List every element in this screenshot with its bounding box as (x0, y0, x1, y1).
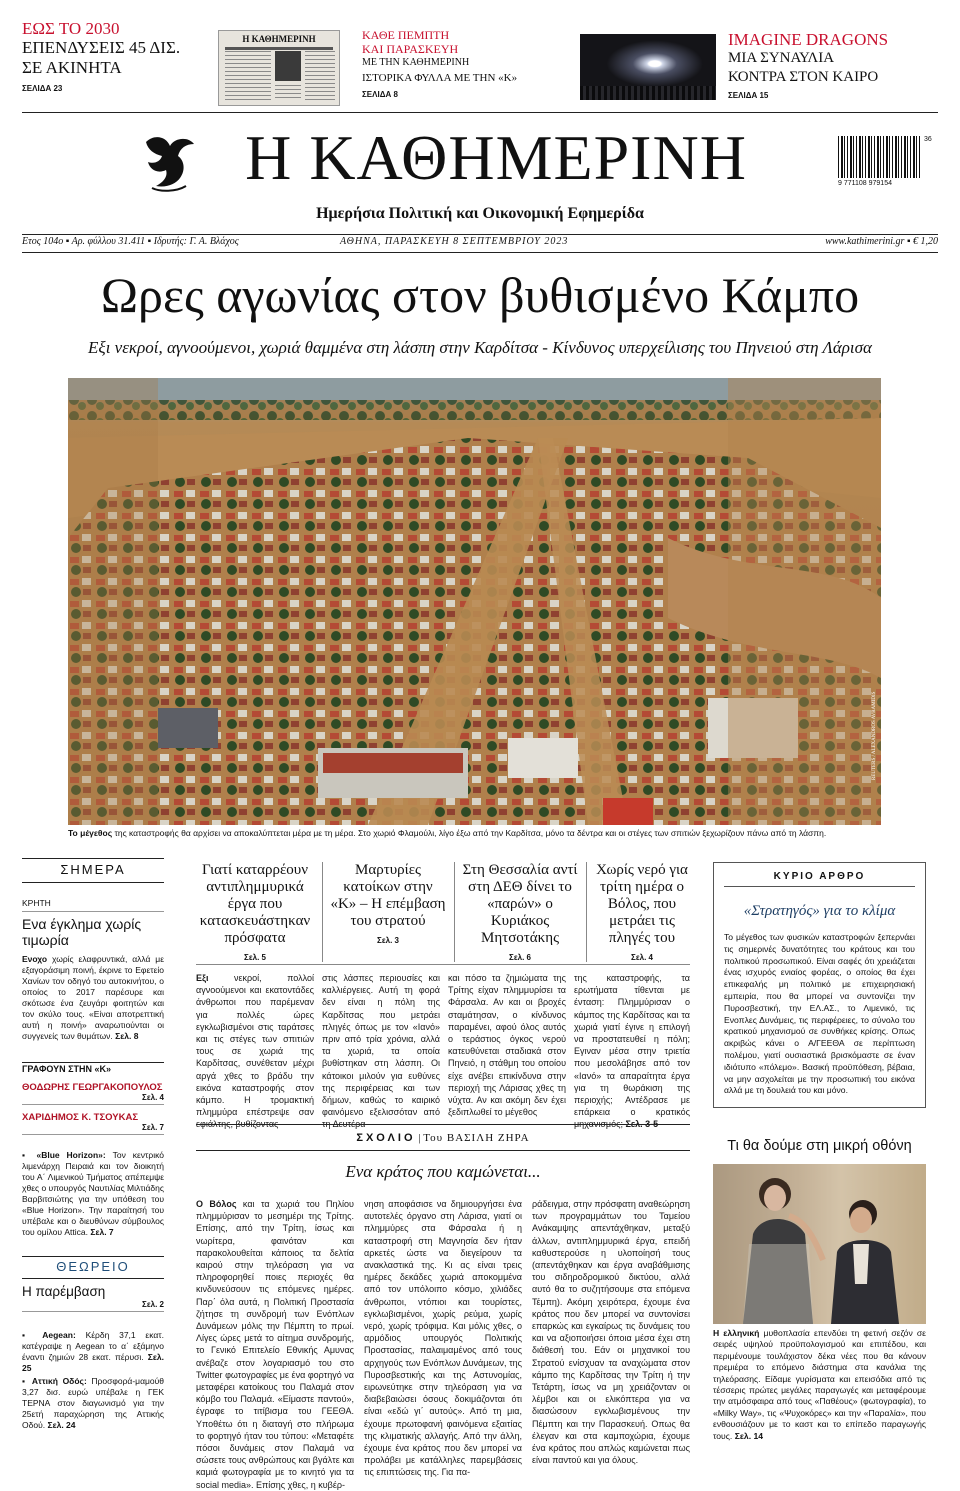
sidebar-bullet-blue-horizon[interactable]: ▪ «Blue Horizon»: Τον κεντρικό λιμενάρχη Πειραιά και τον διοικητή του Α΄ Λιμενικού Τμήματος απέπεμψε χθες ο υπουργός Ναυτιλίας Μιλτιάδης Βαρβιτσιώτης για την υπόθεση του «Blue Horizon». Την παραίτησή του υπέβαλε και ο διευθύνων σύμβουλος του ομίλου Attica. Σελ. 7 (22, 1150, 165, 1237)
story-text: χωρίς ελαφρυντικά, αλλά με εξαγοράσιμη ποινή, έκρινε το Εφετείο Χανίων τον οδηγό του αυτοκινήτου, ο οποίος το 2017 παρέσυρε και σκότωσε ένα ζευγάρι φοιτητών και τον σκύλο τους. «Είναι αποτρεπτική αυτή η ποινή» αναρωτιούνται οι συγγενείς των θυμάτων. (22, 954, 164, 1041)
teaser-bottom-rule (196, 964, 690, 965)
comment-title[interactable]: Ενα κράτος που καμώνεται... (345, 1162, 541, 1181)
thumbnail-masthead: Η ΚΑΘΗΜΕΡΙΝΗ (242, 34, 316, 44)
teaser-text: Γιατί καταρρέουν αντιπλημμυρικά έργα που κατασκευάστηκαν πρόσφατα (199, 862, 311, 946)
tv-caption (713, 1328, 926, 1442)
teaser-text: Μαρτυρίες κατοίκων στην «Κ» – Η επέμβαση του στρατού (330, 862, 446, 929)
sidebar-section-theory: ΘΕΩΡΕΙΟ (56, 1259, 130, 1274)
lead-body-col (574, 972, 690, 1116)
dateline-top-rule (22, 234, 938, 235)
dateline-bottom-rule (22, 252, 938, 253)
top-divider (22, 112, 938, 113)
teaser-divider (454, 862, 455, 962)
lead-standfirst: Εξι νεκροί, αγνοούμενοι, χωριά θαμμένα στη λάσπη στην Καρδίτσα - Κίνδυνος υπερχείλισης του Πηνειού στη Λάρισα (88, 338, 872, 357)
tv-caption-text: μυθοπλασία επενδύει τη φετινή σεζόν σε σειρές υψηλού προϋπολογισμού και επιπέδου, και περιμένουμε τουλάχιστον δέκα νέες που θα κάνουν πρεμιέρα το επόμενο διάστημα στα κανάλια της τηλεόρασης. Είδαμε γυρίσματα και επεισόδια από τις τέσσερις πρώτες μεγάλες παραγωγές και μεταφέρουμε την ατμόσφαιρα από τους «Παθέους» (φωτογραφία), το «Milky Way», τις «Ψυχοκόρες» και την «Παραλία», που ενθουσιάζουν με το καστ και το επίπεδο παραγωγής τους. (713, 1328, 926, 1441)
caption-lead: Το μέγεθος (68, 828, 113, 838)
body-text: της καταστροφής, τα ερωτήματα τίθενται με ένταση: Πλημμύρισαν ο κάμπος της Καρδίτσας και τα χωριά γιατί έγινε η επιλογή να προστατευθεί η πόλη; Εγιναν μέσα στην τριετία που μεσολάβησε από τον «Ιανό» τα απαραίτητα έργα για τη θωράκιση της περιοχής; Αντέδρασε με επάρκεια ο κρατικός (574, 973, 690, 1118)
teaser-ref: Σελ. 5 (244, 953, 266, 962)
tv-photo-actors (713, 1164, 926, 1324)
sidebar-rule (22, 882, 164, 883)
promo-title: ΣΕ ΑΚΙΝΗΤΑ (22, 58, 122, 77)
comment-byline: Του ΒΑΣΙΛΗ ΖΗΡΑ (423, 1132, 530, 1144)
promo-page-ref: ΣΕΛΙΔΑ 15 (728, 91, 769, 100)
promo-archive[interactable] (362, 28, 562, 106)
sidebar-section-today: ΣΗΜΕΡΑ (60, 862, 126, 877)
masthead-title: Η ΚΑΘΗΜΕΡΙΝΗ (245, 122, 747, 193)
theory-ref: Σελ. 2 (142, 1300, 164, 1309)
sidebar-story-crete[interactable] (22, 898, 164, 1042)
teaser-mitsotakis[interactable] (460, 862, 580, 966)
dateline-right: www.kathimerini.gr ▪ € 1,20 (825, 236, 938, 247)
editorial-text: Το μέγεθος των φυσικών καταστροφών ξεπερνάει τις σημερινές δυνατότητες του κράτους και του πολιτικού προσωπικού. Είναι σαφές ότι χρειάζεται ένας ισχυρός ενιαίος φορέας, ο οποίος θα έχει επικεφαλής μη πολιτικό με επιχειρησιακή εμπειρία, που θα μπορεί να συντονίζει την Πυροσβεστική, την ΕΛ.ΑΣ., το Λιμενικό, τις Ενοπλες Δυνάμεις, τις περιφέρειες, το σύνολο του κρατικού μηχανισμού σε συνθήκες κρίσης. Οπως ακριβώς κάνει ο Α/ΓΕΕΘΑ σε περίπτωση πολέμου, γιατί ουσιαστικά βρισκόμαστε σε έναν ιδιότυπο «πόλεμο». Βασική προϋπόθεση, βέβαια, να μην ασχολείται με την προσωπική του εικόνα αλλά με τη δουλειά του και μόνο. (724, 932, 915, 1096)
comment-rule (196, 1150, 690, 1151)
barcode-issue: 36 (924, 136, 932, 143)
dateline-center: ΑΘΗΝΑ, ΠΑΡΑΣΚΕΥΗ 8 ΣΕΠΤΕΜΒΡΙΟΥ 2023 (340, 236, 569, 247)
promo-concert[interactable] (728, 30, 938, 106)
editorial-label: ΚΥΡΙΟ ΑΡΘΡΟ (724, 871, 915, 887)
label-divider: | (418, 1132, 424, 1144)
lead-headline[interactable]: Ωρες αγωνίας στον βυθισμένο Κάμπο (100, 267, 860, 323)
teaser-ref: Σελ. 6 (509, 953, 531, 962)
region-label: ΚΡΗΤΗ (22, 898, 164, 912)
dateline-left: Ετος 104ο ▪ Αρ. φύλλου 31.411 ▪ Ιδρυτής: Γ. Α. Βλάχος (22, 236, 239, 247)
teaser-testimonies[interactable] (330, 862, 446, 949)
bullet-text: Κέρδη 37,1 εκατ. κατέγραψε η Aegean το α΄ εξάμηνο έναντι ζημιών 28 εκατ. πέρυσι. (22, 1330, 165, 1362)
promo-real-estate[interactable] (22, 20, 202, 105)
promo-kicker: ΚΑΙ ΠΑΡΑΣΚΕΥΗ (362, 42, 459, 56)
promo-kicker: ΕΩΣ ΤΟ 2030 (22, 19, 120, 38)
masthead-subtitle: Ημερήσια Πολιτική και Οικονομική Εφημερίδα (316, 205, 644, 222)
tv-caption-lead: Η ελληνική (713, 1328, 760, 1338)
comment-text: ράδειγμα, στην πρόσφατη αναθεώρηση των προγραμμάτων του Ταμείου Ανάκαμψης απεντάχθηκαν, μεταξύ άλλων, αντιπλημμυρικά έργα, επειδή καθυστερούσε η υλοποίησή τους (απεντάχθηκαν και έργα αναβάθμισης του σιδηροδρομικού δικτύου, αλλά αυτό θα το συζητήσουμε στα επόμενα Τέμπη). Ακόμη χειρότερα, έχουμε ένα κράτος που δεν μπορεί να συντονίσει επαρκώς και εγκαίρως τις δυνάμεις του και να αξιοποιήσει όποια μέσα έχει στη διάθεσή του. Εάν οι μηχανικοί του Στρατού ενίσχυαν τα αναχώματα στον κάμπο της Καρδίτσας την Τρίτη ή την Τετάρτη, ίσως να μη χρειάζονταν οι λέμβοι και οι ελικόπτερα για να διασώσουν εγκλωβισμένους την Πέμπτη και την Παρασκευή. Οπως θα έλεγαν και στα καμποχώρια, έχουμε ένα κράτος που απλώς καμώνεται πως είναι παντού και για όλους. (532, 1199, 690, 1466)
promo-title: ΚΟΝΤΡΑ ΣΤΟΝ ΚΑΙΡΟ (728, 69, 879, 85)
promo-title: ΙΣΤΟΡΙΚΑ ΦΥΛΛΑ ΜΕ ΤΗΝ «Κ» (362, 72, 518, 84)
bullet-text: Προσφορά-μαμούθ 3,27 δισ. ευρώ υπέβαλε η ΓΕΚ ΤΕΡΝΑ στον διαγωνισμό για την 25ετή παραχώρηση της Αττικής Οδού. (22, 1376, 164, 1430)
comment-label-row (196, 1132, 690, 1144)
teaser-flood-works[interactable] (196, 862, 314, 966)
promo-archive-thumbnail[interactable] (218, 30, 340, 106)
promo-kicker: ΚΑΘΕ ΠΕΜΠΤΗ (362, 28, 450, 42)
bullet-lead: Αττική Οδός: (31, 1376, 87, 1386)
lead-body-col (322, 972, 440, 1116)
writer-ref: Σελ. 4 (142, 1093, 164, 1102)
promo-kicker: IMAGINE DRAGONS (728, 30, 889, 49)
sidebar-rule (22, 1278, 164, 1279)
promo-title: ΕΠΕΝΔΥΣΕΙΣ 45 ΔΙΣ. (22, 38, 181, 57)
teaser-divider (322, 862, 323, 962)
barcode-number: 9 771108 979154 (838, 180, 892, 187)
writer-ref: Σελ. 7 (142, 1123, 164, 1132)
comment-col (196, 1198, 354, 1490)
teaser-ref: Σελ. 4 (631, 953, 653, 962)
writer-name: ΘΟΔΩΡΗΣ ΓΕΩΡΓΑΚΟΠΟΥΛΟΣ (22, 1082, 163, 1093)
teaser-volos[interactable] (594, 862, 690, 966)
promo-subtitle: ΜΕ ΤΗΝ ΚΑΘΗΜΕΡΙΝΗ (362, 57, 470, 68)
teaser-text: Στη Θεσσαλία αντί στη ΔΕΘ δίνει το «παρών» ο Κυριάκος Μητσοτάκης (462, 862, 578, 946)
lead-body-col (448, 972, 566, 1116)
body-text: νεκροί, πολλοί αγνοούμενοι και εκατοντάδες άνθρωποι που παρέμεναν για πολλές ώρες εγκλωβισμένοι στις ταράτσες και τις στέγες των σπιτιών τους σε χωριά της Καρδίτσας, συνέθεταν μέχρι αργά χθες το βράδυ την εικόνα καταστροφής στον κάμπο. Η τρομακτική πλημμύρα επέστρεψε σαν (196, 973, 314, 1118)
story-lead: Ενοχο (22, 954, 48, 964)
bullet-ref: Σελ. 25 (22, 1352, 164, 1373)
bullet-lead: Aegean: (42, 1330, 76, 1340)
comment-col (532, 1198, 690, 1466)
theory-title: Η παρέμβαση (22, 1284, 106, 1299)
sidebar-top-rule (22, 858, 164, 859)
sidebar-rule (22, 1256, 164, 1257)
bullet-text: Τον κεντρικό λιμενάρχη Πειραιά και τον διοικητή του Α΄ Λιμενικού Τμήματος απέπεμψε χθες ο υπουργός Ναυτιλίας Μιλτιάδης Βαρβιτσιώτης για την υπόθεση του «Blue Horizon». Την παραίτησή του υπέβαλε και ο διευθύνων σύμβουλος του ομίλου Attica. (22, 1150, 165, 1237)
theory-item[interactable] (22, 1284, 164, 1312)
promo-title: ΜΙΑ ΣΥΝΑΥΛΙΑ (728, 50, 835, 66)
body-text: και πόσο τα ζημιώματα της Τρίτης είχαν πλημμυρίσει τα Φάρσαλα. Αν και οι βροχές σταμάτησαν, ο κίνδυνος παραμένει, αφού όλος αυτός ο τεράστιος όγκος νερού κατευθύνεται σταδιακά στον Πηνειό, η στάθμη του οποίου είχε ανέβει επικίνδυνα στην περιοχή της Λάρισας χθες τη νύχτα. Αν και ακόμη δεν έχει ξεδιπλωθεί το μέγεθος (448, 973, 566, 1118)
masthead-logo (136, 130, 202, 196)
barcode (838, 136, 934, 196)
writer-name: ΧΑΡΙΔΗΜΟΣ Κ. ΤΣΟΥΚΑΣ (22, 1112, 139, 1123)
bullet-ref: Σελ. 24 (47, 1420, 76, 1430)
comment-label: ΣΧΟΛΙΟ (356, 1132, 416, 1144)
lead-body-col (196, 972, 314, 1116)
editorial-title: «Στρατηγός» για το κλίμα (743, 903, 896, 919)
photo-credit: REUTERS / ALEXANDROS AVRAMIDIS (872, 691, 877, 780)
story-body (22, 954, 164, 1042)
story-title: Ενα έγκλημα χωρίς τιμωρία (22, 916, 142, 948)
promo-page-ref: ΣΕΛΙΔΑ 8 (362, 90, 398, 99)
comment-top-rule (196, 1124, 690, 1125)
lead-photo-flood (68, 378, 881, 825)
comment-text: νηση αποφάσισε να δημιουργήσει ένα αυτοτελές όργανο στη Λάρισα, γιατί οι πλημμύρες στα Φάρσαλα ή η καταστροφή στη Μαγνησία δεν ήταν αρκετές ώστε να διεγείρουν τα ανακλαστικά της. Κι ας είναι τρεις ημέρες δεκάδες χωριά αποκομμένα από τον υπόλοιπο κόσμο, χιλιάδες άνθρωποι, ντόπιοι και τουρίστες, εγκλωβισμένοι, χωρίς ρεύμα, χωρίς νερό, χωρίς τρόφιμα. Και μόλις χθες, ο αρμόδιος υπουργός Πολιτικής Προστασίας, παλαιμαμένος από τους αρχηγούς των Ενόπλων Δυνάμεων, της Πυροσβεστικής και της Αστυνομίας, ειρωνεύτηκε στην τηλεόραση για να διαβεβαιώσει όσους δοκιμάζονται ότι είναι «εδώ γι΄ αυτούς». Από τη μια, έχουμε πρωτοφανή φαινόμενα εξαιτίας της κλιματικής αλλαγής. Από την άλλη, έχουμε ένα κράτος που δεν μπορεί να προλάβει με κατάλληλες παρεμβάσεις τις επιπτώσεις της. Για πα- (364, 1199, 522, 1478)
teaser-text: Χωρίς νερό για τρίτη ημέρα ο Βόλος, που μετράει τις πληγές του (596, 862, 688, 946)
sidebar-bullet-aegean[interactable]: ▪ Aegean: Κέρδη 37,1 εκατ. κατέγραψε η Aegean το α΄ εξάμηνο έναντι ζημιών 28 εκατ. πέρυσι. Σελ. 25 (22, 1330, 165, 1373)
promo-page-ref: ΣΕΛΙΔΑ 23 (22, 84, 63, 93)
lead-photo-caption (68, 828, 881, 839)
teaser-ref: Σελ. 3 (377, 936, 399, 945)
sidebar-rule (22, 1062, 164, 1063)
promo-concert-thumbnail[interactable] (580, 34, 716, 100)
bullet-ref: Σελ. 7 (90, 1227, 114, 1237)
story-ref: Σελ. 8 (115, 1031, 139, 1041)
comment-text: και τα χωριά του Πηλίου πλημμύρισαν το μεσημέρι της Τρίτης. Επίσης, από την Τρίτη, ίσως και νωρίτερα, φαινόταν και παρακολουθείται κάποιος τα δελτία καιρού στην τηλεόραση για να πληροφορηθεί ποιες περιοχές θα κινδυνεύσουν τις επόμενες ημέρες. Παρ΄ όλα αυτά, η Πολιτική Προστασία ζήτησε τη συνδρομή των Ενόπλων Δυνάμεων μόλις την Πέμπτη το πρωί. Λίγες ώρες μετά το αίτημα συνδρομής, το Γενικό Επιτελείο Εθνικής Αμυνας ανέβαζε στον λογαριασμό του στο Twitter φωτογραφίες με ένα φορτηγό να μεταφέρει κατοίκους του Παλαμά στον κόμβο του Παλαμά. «Είμαστε παντού», έγραφε το τιτίβισμα του ΓΕΕΘΑ. Υποθέτω ότι η διαταγή στο πλήρωμα το φορτηγό ήταν του τύπου: «Μεταφέτε πόσοι δυνάμεις στον Παλαμά να σώσετε τους ανθρώπους και βγάλτε και καμιά φωτογραφία με το κινητό για τα social media». Επίσης χθες, η κυβέρ- (196, 1199, 354, 1490)
bullet-lead: «Blue Horizon»: (36, 1150, 106, 1160)
tv-ref: Σελ. 14 (734, 1430, 764, 1441)
teaser-divider (586, 862, 587, 962)
comment-lead: Ο Βόλος (196, 1199, 237, 1209)
writer-item[interactable] (22, 1082, 164, 1105)
body-lead: Εξι (196, 973, 209, 983)
tv-title[interactable]: Τι θα δούμε στη μικρή οθόνη (727, 1138, 912, 1154)
caption-text: της καταστροφής θα αρχίσει να αποκαλύπτεται μέρα με τη μέρα. Στο χωριό Φλαμούλι, λίγο έξω από την Καρδίτσα, μόνο τα δέντρα και οι στέγες των σπιτιών ξεχωρίζουν πάνω από τη λάσπη. (112, 828, 827, 838)
writer-item[interactable] (22, 1112, 164, 1135)
editorial-box[interactable] (713, 862, 926, 1108)
body-text: στις λάσπες περιουσίες και καλλιέργειες. Αυτή τη φορά δεν είναι η πόλη της Καρδίτσας που μετράει πληγές όπως με τον «Ιανό» πριν από τρία χρόνια, αλλά τα χωριά, τα οποία βυθίστηκαν στη λάσπη. Οι κάτοικοι μιλούν για ευθύνες της περιφέρειας και των δήμων, καθώς το καιρικό φαινόμενο εξελισσόταν από (322, 973, 440, 1118)
sidebar-bullet-attiki-odos[interactable]: ▪ Αττική Οδός: Προσφορά-μαμούθ 3,27 δισ. ευρώ υπέβαλε η ΓΕΚ ΤΕΡΝΑ στον διαγωνισμό για την 25ετή παραχώρηση της Αττικής Οδού. Σελ. 24 (22, 1376, 164, 1430)
writers-heading: ΓΡΑΦΟΥΝ ΣΤΗΝ «Κ» (22, 1064, 112, 1074)
comment-col (364, 1198, 522, 1478)
